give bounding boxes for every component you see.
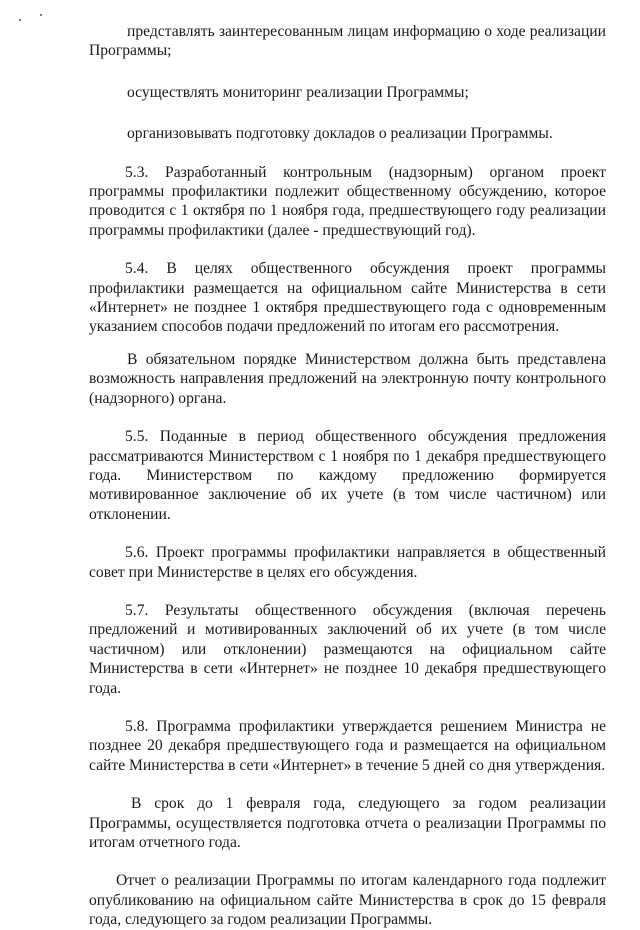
paragraph-report-preparation: В срок до 1 февраля года, следующего за годом реализации Программы, осуществляется подготовка отчета о реализации Программы по итогам отчетного года. [89,795,606,851]
scan-speck [19,19,21,21]
paragraph-info-to-stakeholders: представлять заинтересованным лицам информацию о ходе реализации Программы; [89,23,606,60]
paragraph-reports: организовывать подготовку докладов о реализации Программы. [127,125,553,143]
paragraph-5-6: 5.6. Проект программы профилактики направляется в общественный совет при Министерстве в целях его обсуждения. [89,544,606,581]
paragraph-5-7: 5.7. Результаты общественного обсуждения (включая перечень предложений и мотивированных заключений об их учете (в том числе частичном) или отклонении) размещаются на официальном сайте Министерства в сети «Интернет» не позднее 10 декабря предшествующего года. [89,601,606,697]
paragraph-report-publication: Отчет о реализации Программы по итогам календарного года подлежит опубликованию на официальном сайте Министерства в срок до 15 февраля года, следующего за годом реализации Программы. [89,872,606,929]
paragraph-5-3: 5.3. Разработанный контрольным (надзорным) органом проект программы профилактики подлежит общественному обсуждению, которое проводится с 1 октября по 1 ноября года, предшествующего году реализации программы профилактики (далее - предшествующий год). [89,163,606,239]
paragraph-5-5: 5.5. Поданные в период общественного обсуждения предложения рассматриваются Министерством с 1 ноября по 1 декабря предшествующего года. Министерством по каждому предложению формируется мотивированное заключение об их учете (в том числе частичном) или отклонении. [89,428,606,523]
paragraph-5-8: 5.8. Программа профилактики утверждается решением Министра не позднее 20 декабря предшествующего года и размещается на официальном сайте Министерства в сети «Интернет» в течение 5 дней со дня утверждения. [89,717,606,774]
paragraph-mandatory-email: В обязательном порядке Министерством должна быть представлена возможность направления предложений на электронную почту контрольного (надзорного) органа. [89,350,606,407]
document-body [89,22,606,930]
paragraph-5-4: 5.4. В целях общественного обсуждения проект программы профилактики размещается на официальном сайте Министерства в сети «Интернет» не позднее 1 октября предшествующего года с одновременным указанием способов подачи предложений по итогам его рассмотрения. [89,260,606,336]
paragraph-monitoring: осуществлять мониторинг реализации Программы; [127,83,469,101]
scan-speck [40,14,42,16]
